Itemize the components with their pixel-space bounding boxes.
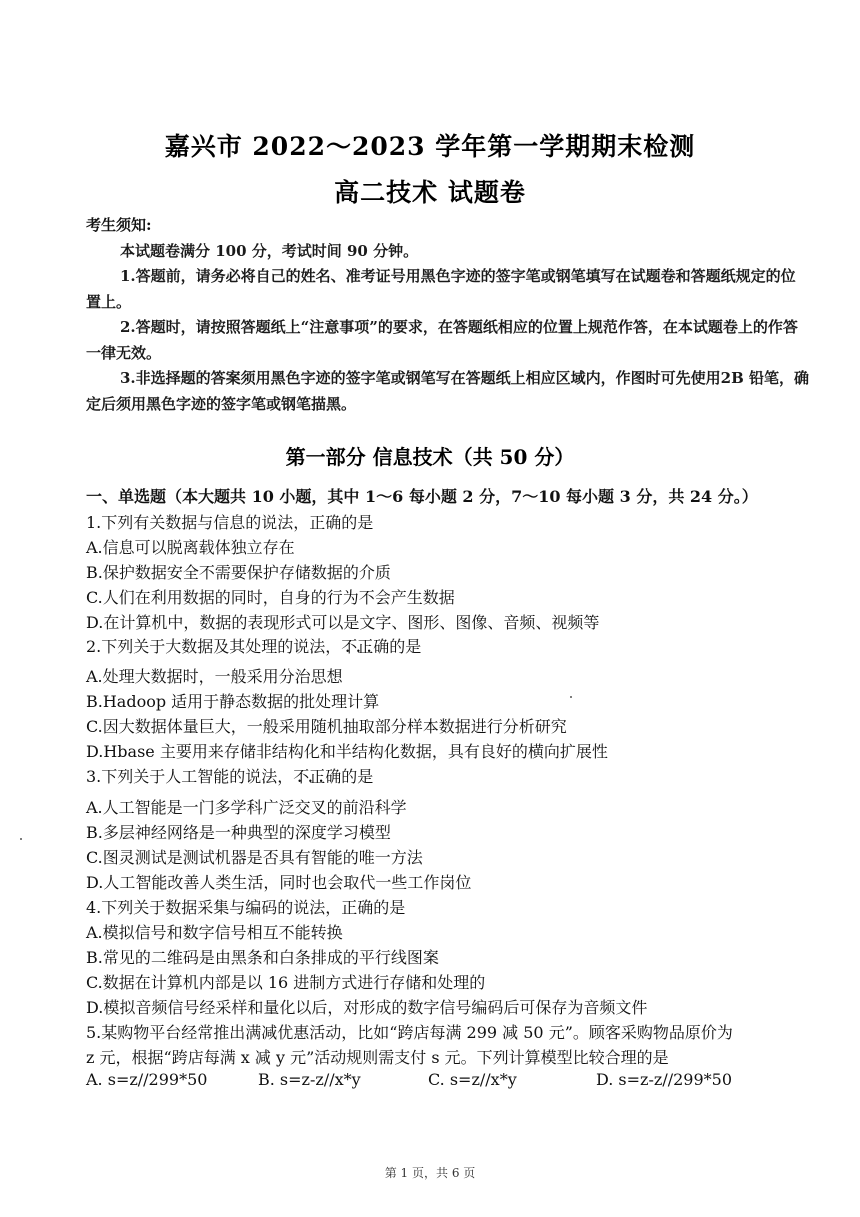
page-footer: 第 1 页，共 6 页 — [384, 1166, 476, 1180]
exam-subtitle: 高二技术 试题卷 — [334, 178, 526, 207]
question-option: B.常见的二维码是由黑条和白条排成的平行线图案 — [86, 948, 439, 967]
question-option: D.Hbase 主要用来存储非结构化和半结构化数据，具有良好的横向扩展性 — [86, 742, 608, 761]
notice-heading: 考生须知: — [86, 216, 152, 234]
question-option: C.因大数据体量巨大，一般采用随机抽取部分样本数据进行分析研究 — [86, 717, 567, 736]
notice-item: 2.答题时，请按照答题纸上“注意事项”的要求，在答题纸相应的位置上规范作答，在本试题卷上的作答一律无效。 — [86, 318, 798, 362]
question-option: C.数据在计算机内部是以 16 进制方式进行存储和处理的 — [86, 973, 486, 992]
question-option: B.Hadoop 适用于静态数据的批处理计算 — [86, 692, 380, 711]
stem-suffix: 的是 — [341, 767, 374, 786]
question-stem: 4.下列关于数据采集与编码的说法，正确的是 — [86, 898, 406, 917]
exam-title: 嘉兴市 2022～2023 学年第一学期期末检测 — [164, 132, 696, 161]
question-option: A.模拟信号和数字信号相互不能转换 — [86, 923, 343, 942]
question-stem: 5.某购物平台经常推出满减优惠活动，比如“跨店每满 299 减 50 元”。顾客采购物品原价为 — [86, 1023, 733, 1042]
section-title: 第一部分 信息技术（共 50 分） — [285, 445, 575, 469]
question-option: C.图灵测试是测试机器是否具有智能的唯一方法 — [86, 848, 423, 867]
question-stem-continued: z 元，根据“跨店每满 x 减 y 元”活动规则需支付 s 元。下列计算模型比较合理的是 — [86, 1048, 669, 1067]
question-option: B. s=z-z//x*y — [258, 1070, 361, 1089]
question-option: A.信息可以脱离载体独立存在 — [86, 538, 295, 557]
question-option: D.在计算机中，数据的表现形式可以是文字、图形、图像、音频、视频等 — [86, 613, 600, 632]
question-stem — [86, 634, 816, 657]
part-heading: 一、单选题（本大题共 10 小题，其中 1～6 每小题 2 分，7～10 每小题 3 分，共 24 分。） — [86, 487, 758, 506]
stem-suffix: 的是 — [389, 637, 422, 656]
question-stem: 1.下列有关数据与信息的说法，正确的是 — [86, 513, 374, 532]
question-option: A.人工智能是一门多学科广泛交叉的前沿科学 — [86, 798, 407, 817]
notice-item: 3.非选择题的答案须用黑色字迹的签字笔或钢笔写在答题纸上相应区域内，作图时可先使用2B 铅笔，确定后须用黑色字迹的签字笔或钢笔描黑。 — [86, 369, 810, 413]
question-option: C. s=z//x*y — [428, 1070, 517, 1089]
emphasis-not-correct: 不正确 ••• — [293, 764, 341, 787]
question-option: A.处理大数据时，一般采用分治思想 — [86, 667, 343, 686]
stem-prefix: 3.下列关于人工智能的说法， — [86, 767, 294, 786]
scan-speck — [20, 838, 22, 840]
question-option: D. s=z-z//299*50 — [596, 1070, 732, 1089]
scan-speck — [570, 696, 572, 698]
question-stem — [86, 764, 816, 787]
question-option: D.人工智能改善人类生活，同时也会取代一些工作岗位 — [86, 873, 472, 892]
notice-item: 1.答题前，请务必将自己的姓名、准考证号用黑色字迹的签字笔或钢笔填写在试题卷和答题纸规定的位置上。 — [86, 267, 796, 311]
question-option: D.模拟音频信号经采样和量化以后，对形成的数字信号编码后可保存为音频文件 — [86, 998, 648, 1017]
notice-item: 本试题卷满分 100 分，考试时间 90 分钟。 — [120, 242, 419, 260]
question-option: A. s=z//299*50 — [86, 1070, 208, 1089]
stem-prefix: 2.下列关于大数据及其处理的说法， — [86, 637, 342, 656]
emphasis-not-correct: 不正确 ••• — [341, 634, 389, 657]
question-option: B.保护数据安全不需要保护存储数据的介质 — [86, 563, 391, 582]
question-options-row — [86, 1070, 816, 1094]
question-option: B.多层神经网络是一种典型的深度学习模型 — [86, 823, 391, 842]
question-option: C.人们在利用数据的同时，自身的行为不会产生数据 — [86, 588, 455, 607]
